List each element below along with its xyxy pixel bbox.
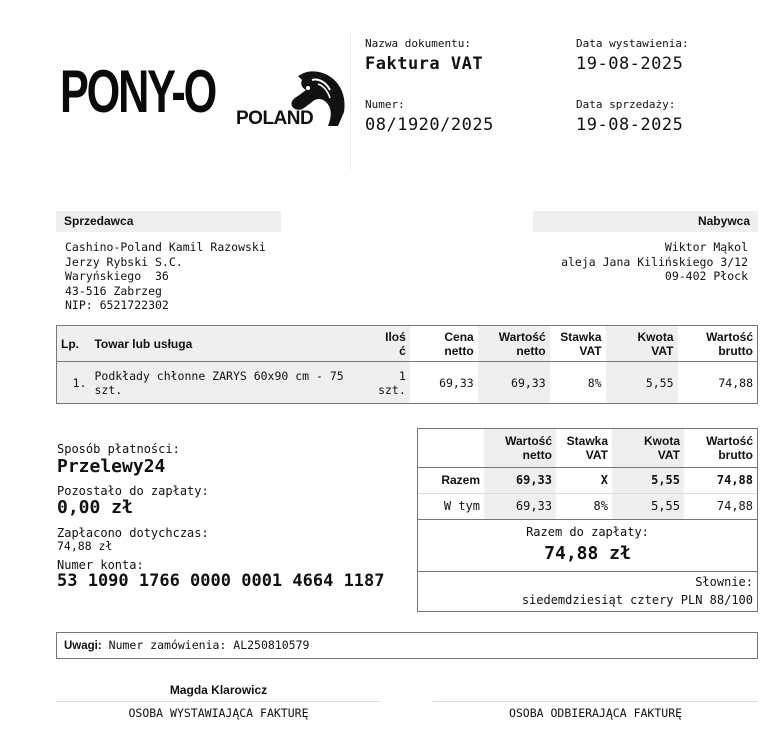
logo-sub-text: POLAND [236,108,314,129]
issuer-signature-line [56,701,381,702]
seller-line: Waryńskiego 36 [65,269,169,283]
of-which-vat: 5,55 [612,493,684,519]
col-net-value: Wartość netto [478,326,550,362]
row-vat-amount: 5,55 [606,362,678,404]
issue-date: 19-08-2025 [576,54,684,74]
notes-box [56,632,758,659]
horse-head-icon [288,68,350,130]
sum-col-rate: Stawka VAT [556,429,612,467]
summary-of-which-row [418,493,757,519]
sum-col-gross: Wartość brutto [684,429,757,467]
sale-date-label: Data sprzedaży: [576,98,676,111]
payment-method-label: Sposób płatności: [57,442,180,456]
seller-line: Cashino-Poland Kamil Razowski [65,240,266,254]
col-gross: Wartość brutto [678,326,758,362]
of-which-net: 69,33 [484,493,556,519]
vat-summary [417,428,758,612]
row-net-value: 69,33 [478,362,550,404]
in-words-label: Słownie: [695,575,753,589]
account-label: Numer konta: [57,558,144,572]
paid-label: Zapłacono dotychczas: [57,526,209,540]
in-words-text: siedemdziesiąt cztery PLN 88/100 [521,593,753,607]
total-rate: X [556,467,612,493]
total-label: Razem [418,467,484,493]
summary-table [418,429,757,519]
buyer-title: Nabywca [533,211,758,232]
row-gross: 74,88 [718,375,753,390]
to-pay-box [418,519,757,571]
invoice-number: 08/1920/2025 [365,115,494,135]
account-number: 53 1090 1766 0000 0001 4664 1187 [57,571,385,591]
to-pay-label: Razem do zapłaty: [526,525,649,539]
sale-date: 19-08-2025 [576,115,684,135]
items-table [56,325,758,404]
seller-line: NIP: 6521722302 [65,298,169,312]
payment-method: Przelewy24 [57,456,166,477]
row-vat-rate: 8% [587,375,602,390]
of-which-gross: 74,88 [716,499,753,514]
company-logo [60,58,350,140]
buyer-line: aleja Jana Kilińskiego 3/12 [561,254,748,269]
seller-line: 43-516 Zabrzeg [65,283,162,298]
seller-line: Jerzy Rybski S.C. [65,254,183,269]
logo-brand-text: PONY-O [60,58,216,125]
receiver-signature-line [433,701,758,702]
in-words-box [418,571,757,611]
of-which-label: W tym [443,499,480,514]
col-vat-amount: Kwota VAT [606,326,678,362]
col-lp: Lp. [57,326,91,362]
table-row [57,362,758,404]
sum-col-blank [418,429,484,467]
doc-name: Faktura VAT [365,54,484,74]
issue-date-label: Data wystawienia: [576,37,689,50]
header-divider [350,32,351,170]
notes-label: Uwagi: [64,640,102,652]
of-which-rate: 8% [593,499,608,514]
receiver-caption: OSOBA ODBIERAJĄCA FAKTURĘ [508,706,683,720]
row-name: Podkłady chłonne ZARYS 60x90 cm - 75 szt. [90,362,373,404]
total-vat: 5,55 [612,467,684,493]
row-net-price: 69,33 [439,375,474,390]
total-gross: 74,88 [684,467,757,493]
col-qty: Iloś ć [374,326,410,362]
seller-title: Sprzedawca [56,211,281,232]
col-vat-rate: Stawka VAT [550,326,606,362]
to-pay-amount: 74,88 zł [544,543,631,564]
issuer-name: Magda Klarowicz [169,683,268,697]
issuer-caption: OSOBA WYSTAWIAJĄCA FAKTURĘ [128,706,309,720]
col-net-price: Cena netto [410,326,478,362]
col-name: Towar lub usługa [90,326,373,362]
row-qty: 1 szt. [374,362,410,404]
items-header-row [57,326,758,362]
sum-col-net: Wartość netto [484,429,556,467]
remaining-label: Pozostało do zapłaty: [57,484,209,498]
row-lp: 1. [57,362,91,404]
summary-total-row [418,467,757,493]
paid-amount: 74,88 zł [57,539,113,553]
buyer-line: 09-402 Płock [664,269,748,283]
buyer-details [561,240,748,284]
doc-name-label: Nazwa dokumentu: [365,37,471,50]
summary-header-row [418,429,757,467]
notes-text: Numer zamówienia: AL250810579 [108,638,310,652]
total-net: 69,33 [484,467,556,493]
sum-col-vat: Kwota VAT [612,429,684,467]
number-label: Numer: [365,98,405,111]
seller-details [65,240,266,313]
buyer-line: Wiktor Mąkol [664,240,748,254]
remaining-amount: 0,00 zł [57,497,133,518]
